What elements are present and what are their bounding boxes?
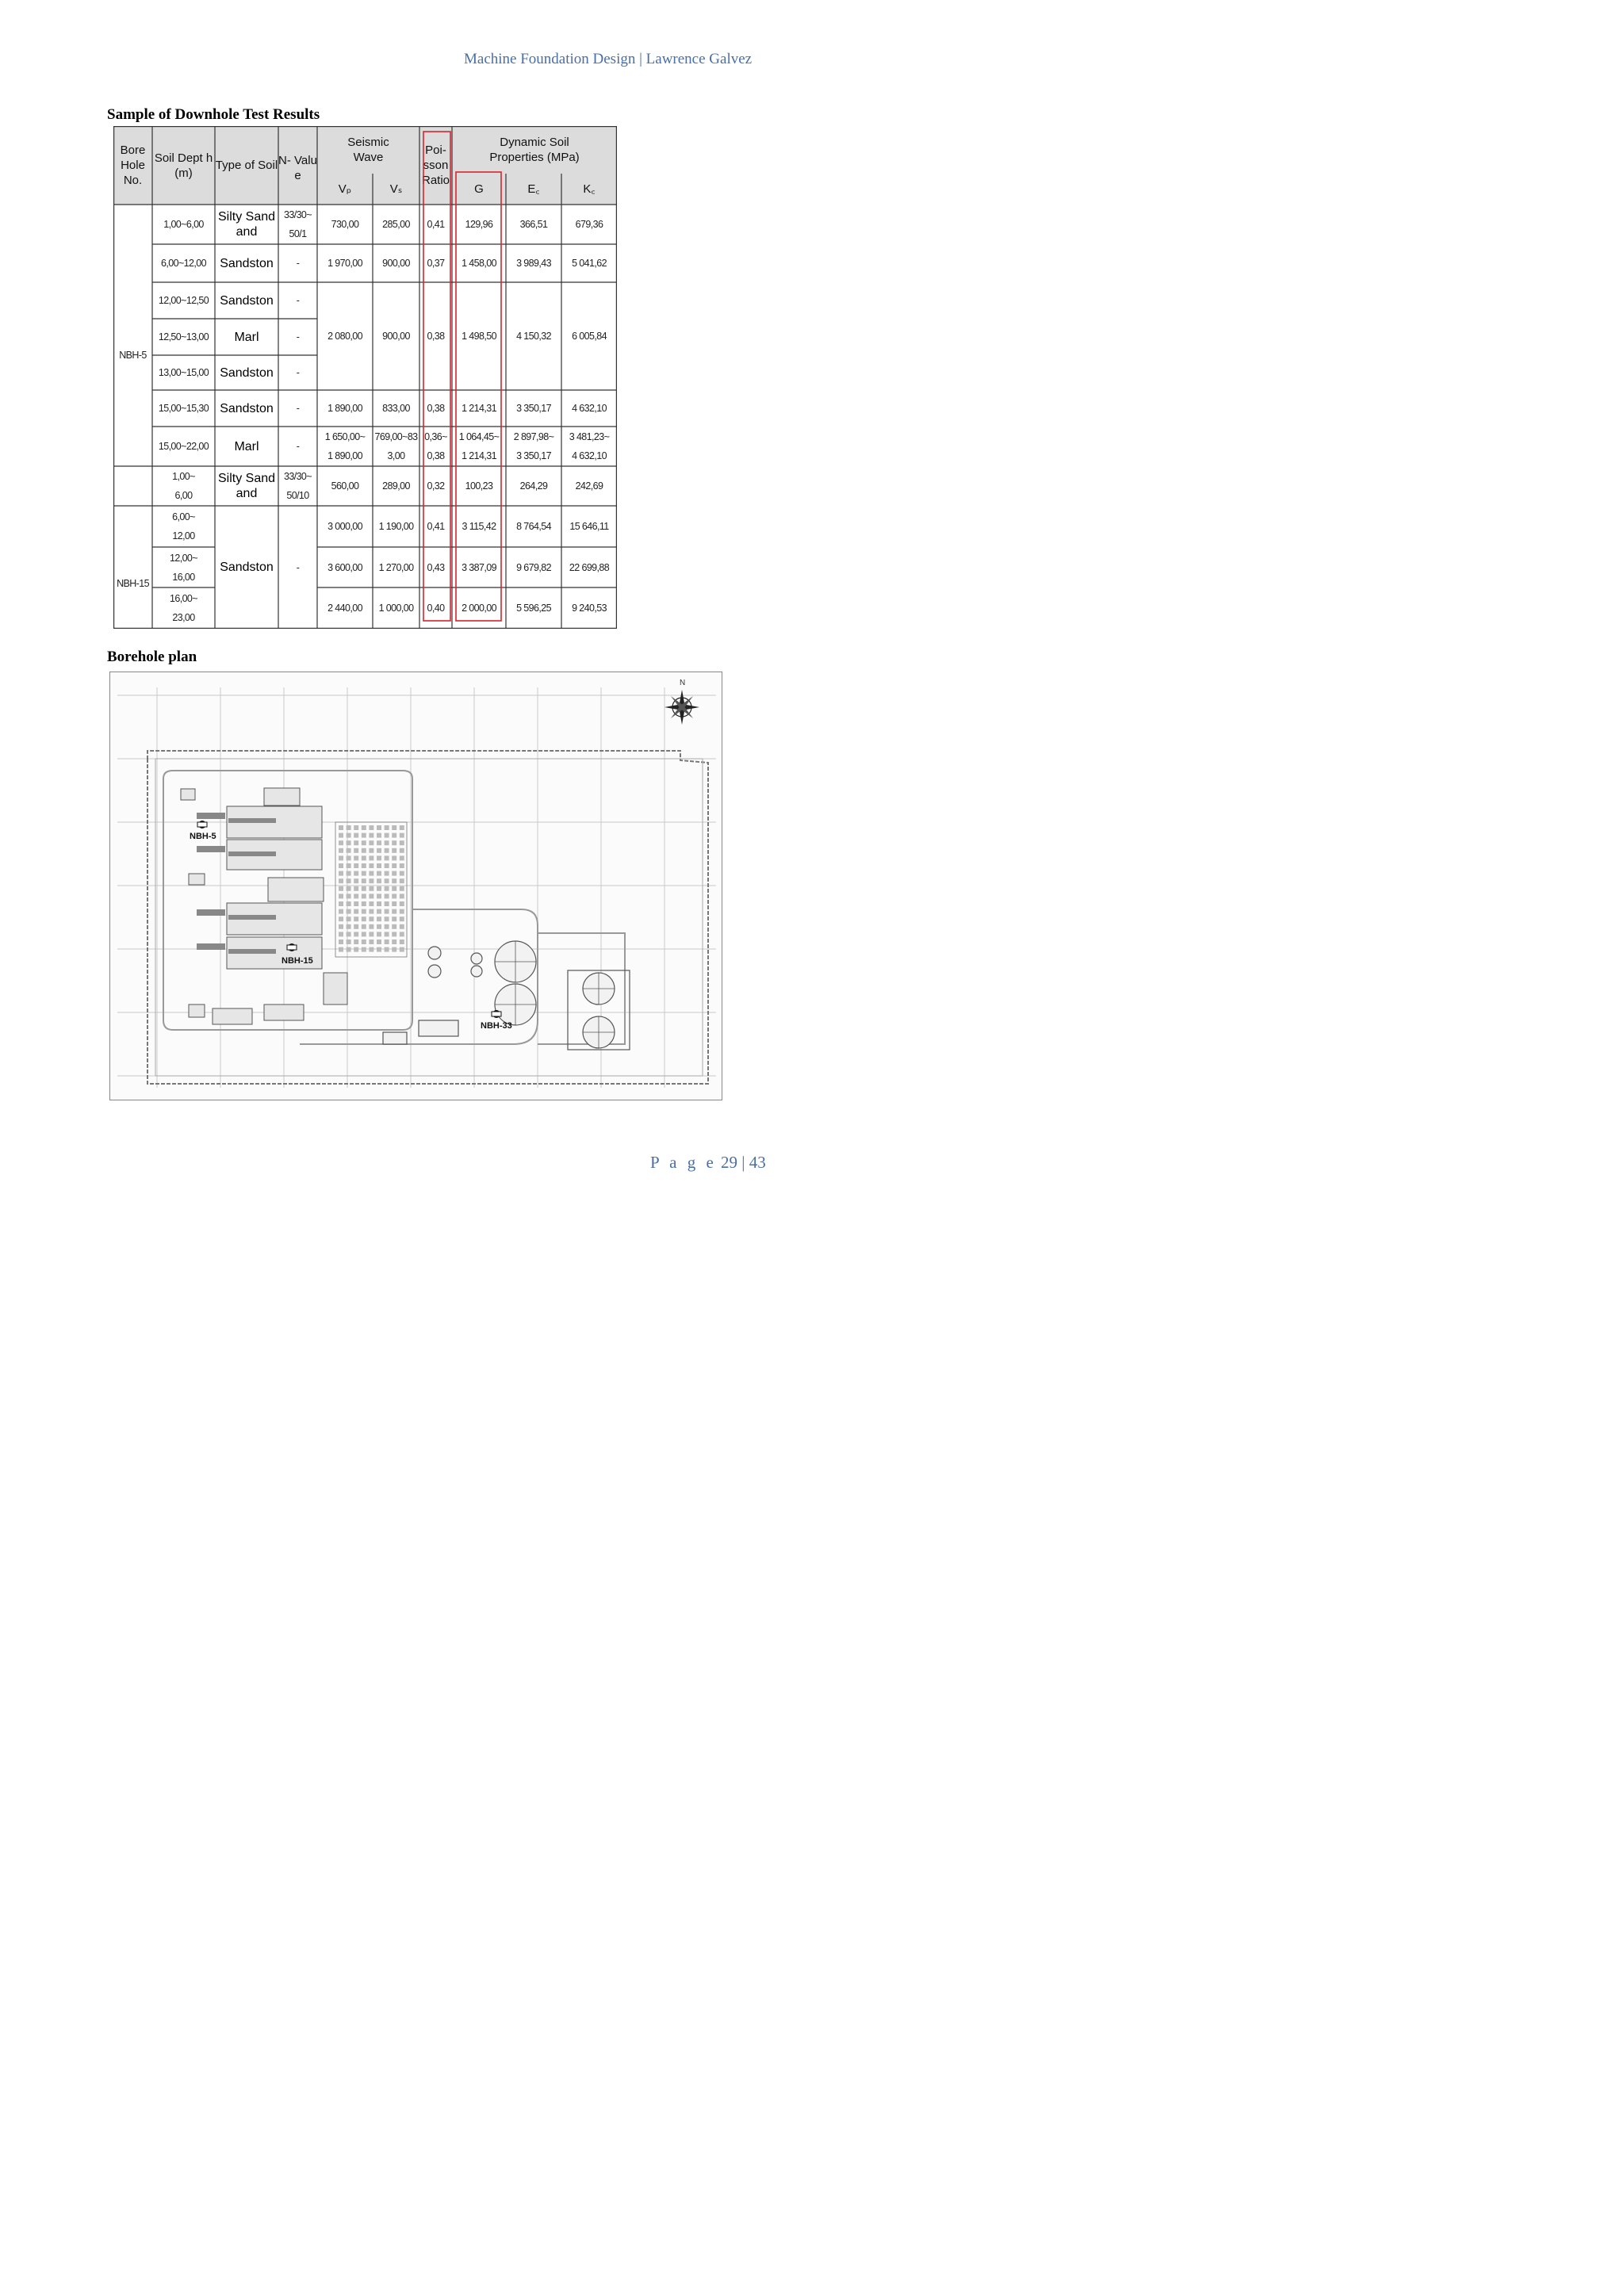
cooling-cell [369,840,373,845]
cooling-cell [347,833,351,838]
soil-type-cell: Sandston [220,561,274,574]
kd-cell: 22 699,88 [569,561,610,573]
cooling-cell [385,901,389,906]
cooling-cell [392,848,396,853]
g-cell: 1 458,00 [462,258,496,269]
borehole-label: NBH-15 [282,956,313,966]
cooling-cell [392,833,396,838]
cooling-cell [347,886,351,891]
poisson-cell: 0,38 [427,403,445,414]
cooling-cell [339,833,343,838]
n-value-cell: - [296,367,300,378]
cooling-cell [385,894,389,898]
cooling-cell [339,924,343,929]
cooling-cell [400,947,404,952]
borehole-label: NBH-33 [481,1021,512,1031]
vs-cell: 289,00 [382,480,410,492]
cooling-cell [369,886,373,891]
cooling-cell [392,894,396,898]
cooling-cell [377,916,381,921]
vs-cell: 1 190,00 [378,521,414,532]
bore-hole-cell: NBH-15 [117,577,149,589]
cooling-cell [339,848,343,853]
depth-cell: 6,00~12,00 [161,258,206,269]
cooling-cell [377,939,381,944]
cooling-cell [392,825,396,830]
cooling-cell [354,932,358,936]
table-grid [113,126,617,629]
kd-cell: 4 632,10 [572,403,607,414]
cooling-cell [400,901,404,906]
cooling-cell [362,947,366,952]
cooling-cell [400,825,404,830]
cooling-cell [377,871,381,876]
kd-cell: 9 240,53 [572,603,607,614]
cooling-cell [392,886,396,891]
depth-cell: 1,00~6,00 [163,219,204,230]
n-value-cell: - [296,331,300,342]
cooling-cell [369,901,373,906]
cooling-cell [339,825,343,830]
vp-cell: 730,00 [331,219,359,230]
cooling-cell [347,947,351,952]
ed-cell: 9 679,82 [516,561,551,573]
header-dynamic-properties: Dynamic Soil Properties (MPa) [452,126,617,174]
cooling-cell [400,840,404,845]
cooling-cell [347,916,351,921]
cooling-cell [392,939,396,944]
cooling-cell [339,932,343,936]
cooling-cell [385,855,389,860]
cooling-cell [392,863,396,868]
kd-cell: 5 041,62 [572,258,607,269]
cooling-cell [377,947,381,952]
cooling-cell [369,909,373,914]
cooling-cell [392,916,396,921]
cooling-cell [354,901,358,906]
cooling-cell [347,878,351,883]
cooling-cell [385,947,389,952]
header-soil-type: Type of Soil [215,126,278,205]
kd-cell: 15 646,11 [569,521,609,532]
kd-cell: 242,69 [575,480,603,492]
depth-cell: 12,00~12,50 [158,295,209,306]
n-value-cell: - [296,561,300,573]
cooling-cell [369,932,373,936]
cooling-cell [362,871,366,876]
cooling-cell [347,894,351,898]
header-bore-hole: Bore Hole No. [113,126,152,205]
cooling-cell [400,939,404,944]
cooling-cell [377,840,381,845]
soil-type-cell: Sandston [215,355,278,390]
cooling-cell [369,848,373,853]
cooling-cell [392,901,396,906]
cooling-cell [347,848,351,853]
header-vs: Vₛ [373,174,419,205]
cooling-cell [392,840,396,845]
cooling-cell [347,871,351,876]
vp-cell: 1 650,00~ 1 890,00 [324,431,366,461]
poisson-cell: 0,36~ 0,38 [424,431,447,461]
cooling-cell [377,863,381,868]
cooling-cell [347,855,351,860]
soil-type-cell: Sandston [215,244,278,282]
cooling-cell [347,863,351,868]
kd-cell: 3 481,23~ 4 632,10 [569,431,610,461]
cooling-cell [362,909,366,914]
depth-cell: 12,00~ 16,00 [170,552,197,583]
running-header: Machine Foundation Design | Lawrence Galvez [464,51,753,67]
cooling-cell [400,909,404,914]
cooling-cell [392,871,396,876]
ed-cell: 3 989,43 [516,258,551,269]
cooling-cell [385,924,389,929]
ed-cell: 8 764,54 [516,521,551,532]
cooling-cell [354,871,358,876]
g-cell: 100,23 [465,480,493,492]
cooling-cell [392,878,396,883]
page-footer [650,1153,766,1173]
cooling-cell [369,916,373,921]
poisson-cell: 0,43 [427,561,445,573]
vs-cell: 769,00~83 3,00 [374,431,418,461]
header-poisson-ratio: Poi- sson Ratio [419,126,452,205]
cooling-cell [400,916,404,921]
vp-cell: 3 600,00 [327,561,362,573]
depth-cell: 15,00~15,30 [158,403,209,414]
cooling-cell [362,825,366,830]
cooling-cell [362,939,366,944]
cooling-cell [347,825,351,830]
cooling-cell [339,863,343,868]
g-cell: 1 064,45~ 1 214,31 [458,431,500,461]
cooling-cell [392,947,396,952]
cooling-cell [385,840,389,845]
ed-cell: 2 897,98~ 3 350,17 [513,431,554,461]
depth-cell: 15,00~22,00 [158,441,209,452]
cooling-cell [362,886,366,891]
cooling-cell [385,909,389,914]
cooling-cell [377,901,381,906]
cooling-cell [354,894,358,898]
downhole-test-table [113,126,617,629]
vp-cell: 1 970,00 [327,258,362,269]
soil-type-cell: Sandston [215,390,278,427]
cooling-cell [369,924,373,929]
cooling-cell [354,916,358,921]
cooling-cell [369,894,373,898]
cooling-cell [392,932,396,936]
vp-cell: 2 080,00 [327,331,362,342]
cooling-cell [362,840,366,845]
cooling-cell [339,894,343,898]
cooling-cell [385,863,389,868]
vp-cell: 1 890,00 [327,403,362,414]
cooling-cell [377,878,381,883]
cooling-cell [354,939,358,944]
ed-cell: 264,29 [519,480,548,492]
vs-cell: 1 270,00 [378,561,414,573]
borehole-plan-drawing [109,672,722,1100]
cooling-cell [385,878,389,883]
cooling-cell [392,855,396,860]
cooling-cell [400,924,404,929]
ed-cell: 366,51 [519,219,548,230]
cooling-cell [385,871,389,876]
vs-cell: 833,00 [382,403,410,414]
cooling-cell [347,932,351,936]
cooling-cell [339,901,343,906]
vs-cell: 1 000,00 [378,603,414,614]
depth-cell: 6,00~ 12,00 [172,511,195,541]
cooling-cell [377,932,381,936]
page-word: P a g e [650,1153,717,1172]
soil-type-cell: Silty Sand and [215,208,278,241]
cooling-cell [392,924,396,929]
cooling-cell [377,825,381,830]
cooling-cell [400,848,404,853]
poisson-cell: 0,41 [427,219,445,230]
depth-cell: 13,00~15,00 [158,367,209,378]
vp-cell: 2 440,00 [327,603,362,614]
kd-cell: 6 005,84 [572,331,607,342]
cooling-cell [385,916,389,921]
vs-cell: 900,00 [382,258,410,269]
cooling-cell [354,833,358,838]
cooling-cell [339,855,343,860]
header-kd: K꜀ [561,174,617,205]
soil-type-cell: Sandston [215,282,278,319]
g-cell: 3 387,09 [462,561,496,573]
header-g: G [452,174,506,205]
cooling-cell [339,840,343,845]
cooling-cell [354,863,358,868]
cooling-cell [385,886,389,891]
kd-cell: 679,36 [575,219,603,230]
cooling-cell [400,871,404,876]
cooling-cell [369,825,373,830]
cooling-cell [377,833,381,838]
cooling-cell [354,924,358,929]
cooling-cell [400,833,404,838]
n-value-cell: 33/30~ 50/1 [284,209,312,239]
borehole-label: NBH-5 [190,832,216,841]
header-soil-depth: Soil Dept h (m) [152,126,215,205]
n-value-cell: - [296,295,300,306]
cooling-cell [392,909,396,914]
n-value-cell: - [296,403,300,414]
cooling-cell [354,855,358,860]
cooling-cell [377,894,381,898]
cooling-cell [362,848,366,853]
cooling-cell [362,863,366,868]
poisson-cell: 0,32 [427,480,445,492]
cooling-cell [354,825,358,830]
poisson-cell: 0,37 [427,258,445,269]
cooling-cell [347,840,351,845]
cooling-cell [369,939,373,944]
cooling-cell [400,894,404,898]
cooling-cell [369,833,373,838]
cooling-cell [354,840,358,845]
cooling-cell [400,932,404,936]
soil-type-cell: Silty Sand and [215,469,278,503]
cooling-cell [369,863,373,868]
vs-cell: 900,00 [382,331,410,342]
n-value-cell: - [296,441,300,452]
poisson-cell: 0,41 [427,521,445,532]
north-label: N [680,679,686,687]
cooling-cell [362,916,366,921]
soil-type-cell: Marl [215,427,278,466]
cooling-cell [347,939,351,944]
cooling-cell [354,909,358,914]
ed-cell: 4 150,32 [516,331,551,342]
cooling-cell [377,886,381,891]
cooling-cell [369,947,373,952]
cooling-cell [347,901,351,906]
cooling-cell [400,878,404,883]
cooling-cell [385,932,389,936]
g-cell: 1 214,31 [462,403,496,414]
cooling-cell [385,833,389,838]
n-value-cell: 33/30~ 50/10 [284,471,312,501]
cooling-cell [385,939,389,944]
depth-cell: 12,50~13,00 [158,331,209,342]
cooling-cell [362,901,366,906]
cooling-cell [354,848,358,853]
ed-cell: 5 596,25 [516,603,551,614]
page-number: 29 | 43 [721,1153,766,1172]
cooling-cell [362,924,366,929]
soil-type-cell: Marl [215,319,278,355]
g-cell: 2 000,00 [462,603,496,614]
cooling-cell [400,886,404,891]
cooling-cell [339,878,343,883]
cooling-cell [362,894,366,898]
poisson-cell: 0,38 [427,331,445,342]
ed-cell: 3 350,17 [516,403,551,414]
cooling-cell [385,848,389,853]
cooling-cell [369,878,373,883]
cooling-cell [339,939,343,944]
cooling-cell [377,855,381,860]
cooling-cell [347,924,351,929]
cooling-cell [369,871,373,876]
g-cell: 3 115,42 [462,521,496,532]
cooling-cell [362,855,366,860]
cooling-cell [339,909,343,914]
cooling-cell [339,871,343,876]
cooling-cell [339,886,343,891]
n-value-cell: - [296,258,300,269]
cooling-cell [347,909,351,914]
cooling-cell [400,855,404,860]
poisson-cell: 0,40 [427,603,445,614]
cooling-cell [369,855,373,860]
header-seismic-wave: Seismic Wave [317,126,419,174]
plan-title: Borehole plan [107,649,197,665]
cooling-cell [377,848,381,853]
depth-cell: 1,00~ 6,00 [172,471,195,501]
vs-cell: 285,00 [382,219,410,230]
g-cell: 129,96 [465,219,493,230]
vp-cell: 3 000,00 [327,521,362,532]
cooling-cell [354,878,358,883]
header-n-value: N- Valu e [278,126,317,205]
bore-hole-cell: NBH-5 [119,350,147,361]
cooling-cell [377,924,381,929]
table-title: Sample of Downhole Test Results [107,106,320,123]
header-vp: Vₚ [317,174,373,205]
cooling-cell [362,878,366,883]
depth-cell: 16,00~ 23,00 [170,593,197,623]
cooling-cell [362,833,366,838]
cooling-cell [339,916,343,921]
cooling-cell [354,886,358,891]
header-ed: E꜀ [506,174,561,205]
vp-cell: 560,00 [331,480,359,492]
cooling-cell [377,909,381,914]
cooling-cell [362,932,366,936]
cooling-cell [385,825,389,830]
g-cell: 1 498,50 [462,331,496,342]
cooling-cell [354,947,358,952]
cooling-cell [400,863,404,868]
cooling-cell [339,947,343,952]
